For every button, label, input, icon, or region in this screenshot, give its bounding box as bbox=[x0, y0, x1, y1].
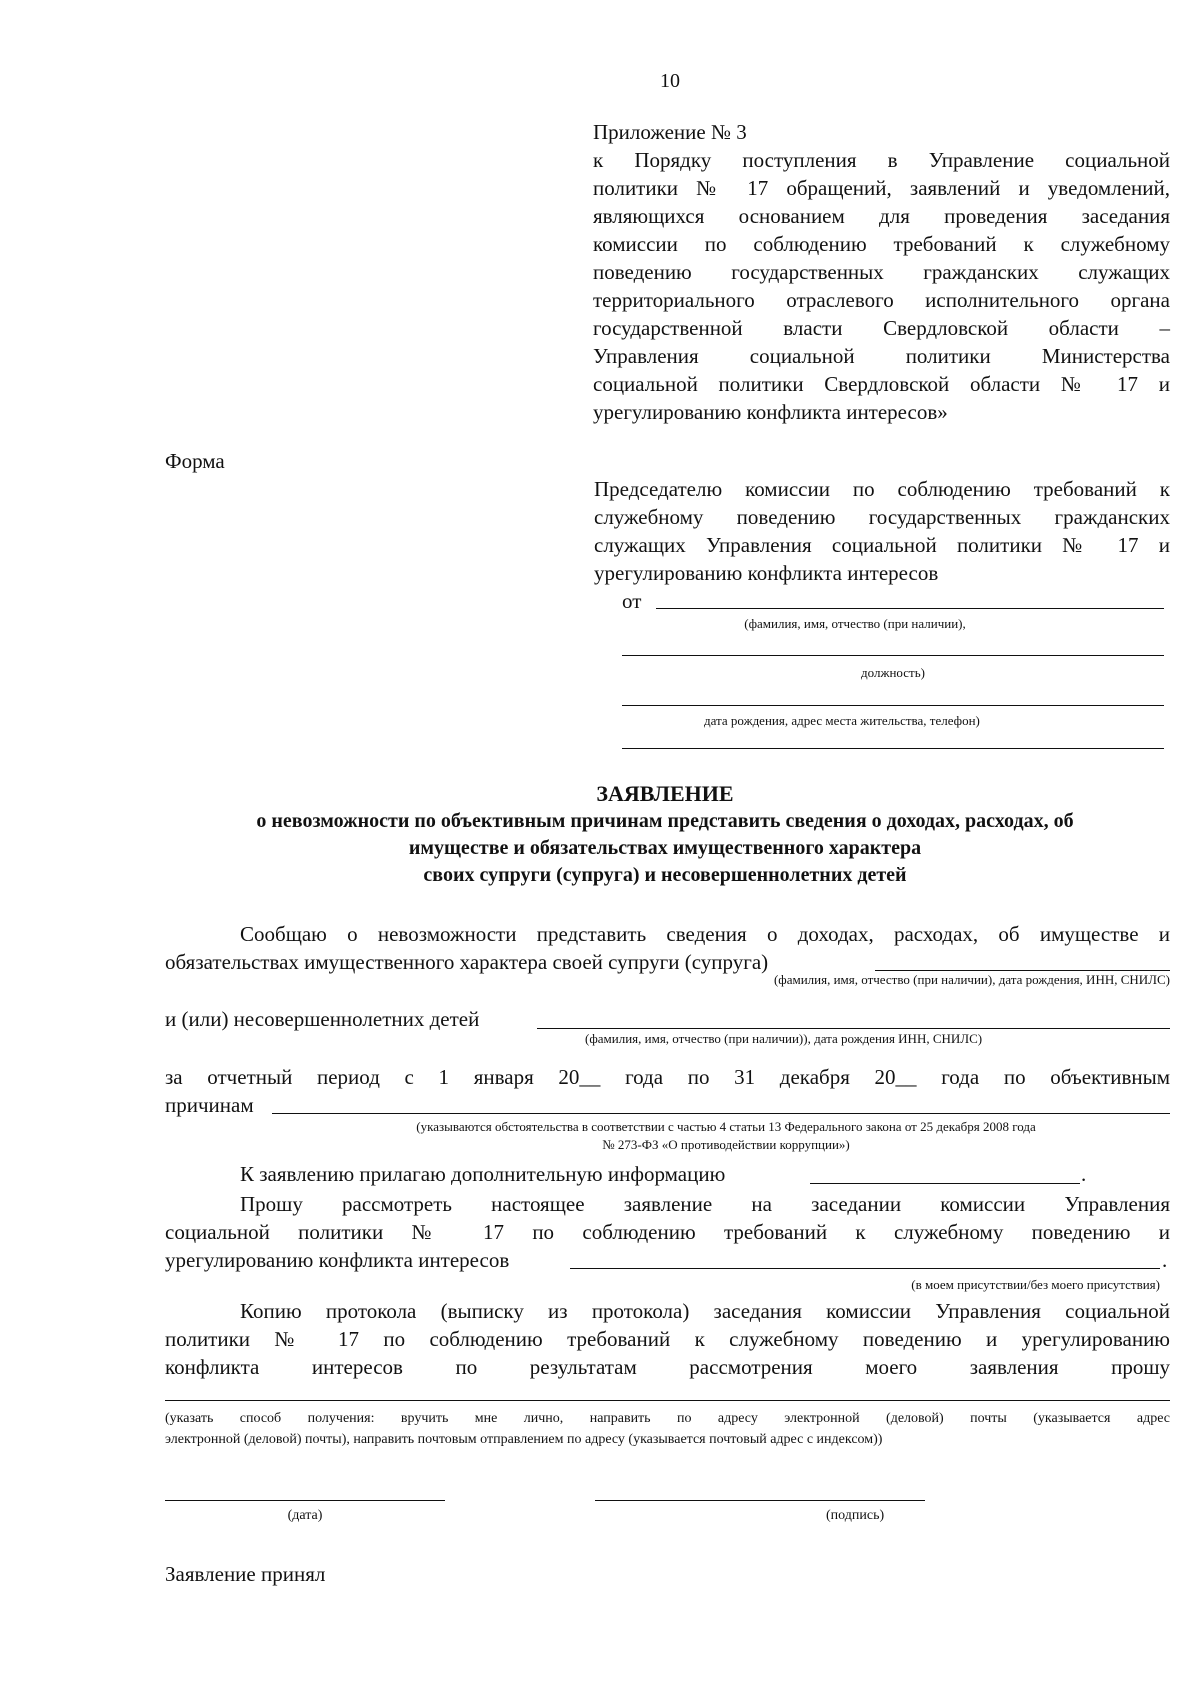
appendix-line: комиссии по соблюдению требований к служебному bbox=[593, 232, 1170, 256]
document-heading: ЗАЯВЛЕНИЕ bbox=[596, 781, 734, 806]
p5-line: урегулированию конфликта интересов bbox=[165, 1248, 510, 1272]
p6-line: политики № 17 по соблюдению требований к служебному поведению и урегулированию bbox=[165, 1327, 1170, 1351]
additional-info-line[interactable] bbox=[810, 1183, 1080, 1184]
presence-hint: (в моем присутствии/без моего присутствия) bbox=[911, 1277, 1160, 1292]
p5-line: Прошу рассмотреть настоящее заявление на заседании комиссии Управления bbox=[240, 1192, 1170, 1216]
p2-line: и (или) несовершеннолетних детей bbox=[165, 1007, 480, 1031]
appendix-line: территориального отраслевого исполнительного органа bbox=[593, 288, 1170, 312]
p6-line: конфликта интересов по результатам рассмотрения моего заявления прошу bbox=[165, 1355, 1170, 1379]
contacts-line[interactable] bbox=[622, 705, 1164, 706]
from-name-line[interactable] bbox=[656, 608, 1164, 609]
signature-label: (подпись) bbox=[826, 1508, 885, 1523]
period-mark: . bbox=[1162, 1248, 1168, 1272]
p1-line: обязательствах имущественного характера своей супруги (супруга) bbox=[165, 950, 769, 974]
children-field-line[interactable] bbox=[537, 1028, 1170, 1029]
reasons-hint: № 273-ФЗ «О противодействии коррупции») bbox=[602, 1137, 850, 1152]
children-hint: (фамилия, имя, отчество (при наличии)), дата рождения ИНН, СНИЛС) bbox=[585, 1031, 983, 1046]
appendix-line: урегулированию конфликта интересов» bbox=[593, 400, 948, 424]
appendix-line: поведению государственных гражданских служащих bbox=[593, 260, 1170, 284]
title-block bbox=[160, 780, 1170, 889]
delivery-hint: электронной (деловой) почты), направить почтовым отправлением по адресу (указывается почтовый адрес с индексом)) bbox=[165, 1432, 883, 1447]
p3-line: за отчетный период с 1 января 20__ года по 31 декабря 20__ года по объективным bbox=[165, 1065, 1170, 1089]
appendix-line: Приложение № 3 bbox=[593, 120, 747, 144]
date-label: (дата) bbox=[287, 1508, 323, 1523]
form-label: Форма bbox=[165, 449, 225, 473]
p4-line: К заявлению прилагаю дополнительную информацию bbox=[240, 1162, 726, 1186]
position-hint: должность) bbox=[861, 665, 925, 680]
delivery-hint: (указать способ получения: вручить мне лично, направить по адресу электронной (деловой) почты (указывается адрес bbox=[165, 1411, 1170, 1426]
title-line: имуществе и обязательствах имущественного характера bbox=[408, 837, 922, 859]
addressee-line: урегулированию конфликта интересов bbox=[594, 561, 939, 585]
title-line: о невозможности по объективным причинам представить сведения о доходах, расходах, об bbox=[256, 810, 1074, 832]
reasons-field-line[interactable] bbox=[272, 1113, 1170, 1114]
addressee-block bbox=[594, 475, 1170, 587]
appendix-line: социальной политики Свердловской области № 17 и bbox=[593, 372, 1170, 396]
signature-line[interactable] bbox=[595, 1500, 925, 1501]
appendix-line: к Порядку поступления в Управление социальной bbox=[593, 148, 1170, 172]
addressee-line: служащих Управления социальной политики № 17 и bbox=[594, 533, 1170, 557]
spouse-hint: (фамилия, имя, отчество (при наличии), дата рождения, ИНН, СНИЛС) bbox=[773, 972, 1170, 987]
reasons-hint: (указываются обстоятельства в соответствии с частью 4 статьи 13 Федерального закона от 25 декабря 2008 года bbox=[416, 1119, 1036, 1134]
contacts-hint: дата рождения, адрес места жительства, телефон) bbox=[704, 713, 980, 728]
page-number: 10 bbox=[660, 70, 680, 92]
p3-line: причинам bbox=[165, 1093, 254, 1117]
appendix-block bbox=[593, 118, 1170, 426]
p6-line: Копию протокола (выписку из протокола) заседания комиссии Управления социальной bbox=[240, 1299, 1170, 1323]
accepted-label: Заявление принял bbox=[165, 1562, 326, 1586]
appendix-line: политики № 17 обращений, заявлений и уведомлений, bbox=[593, 176, 1170, 200]
appendix-line: Управления социальной политики Министерства bbox=[593, 344, 1170, 368]
p5-line: социальной политики № 17 по соблюдению требований к служебному поведению и bbox=[165, 1220, 1170, 1244]
from-label: от bbox=[622, 589, 642, 613]
contacts-line-2[interactable] bbox=[622, 748, 1164, 749]
date-line[interactable] bbox=[165, 1500, 445, 1501]
p1-line: Сообщаю о невозможности представить сведения о доходах, расходах, об имуществе и bbox=[240, 922, 1170, 946]
addressee-line: служебному поведению государственных гражданских bbox=[594, 505, 1170, 529]
appendix-line: государственной власти Свердловской области – bbox=[593, 316, 1170, 340]
appendix-line: являющихся основанием для проведения заседания bbox=[593, 204, 1170, 228]
name-hint: (фамилия, имя, отчество (при наличии), bbox=[744, 616, 966, 631]
position-line[interactable] bbox=[622, 655, 1164, 656]
period-mark: . bbox=[1081, 1162, 1087, 1186]
delivery-method-line[interactable] bbox=[165, 1400, 1170, 1401]
addressee-line: Председателю комиссии по соблюдению требований к bbox=[594, 477, 1170, 501]
title-line: своих супруги (супруга) и несовершеннолетних детей bbox=[423, 864, 907, 886]
presence-field-line[interactable] bbox=[570, 1268, 1160, 1269]
